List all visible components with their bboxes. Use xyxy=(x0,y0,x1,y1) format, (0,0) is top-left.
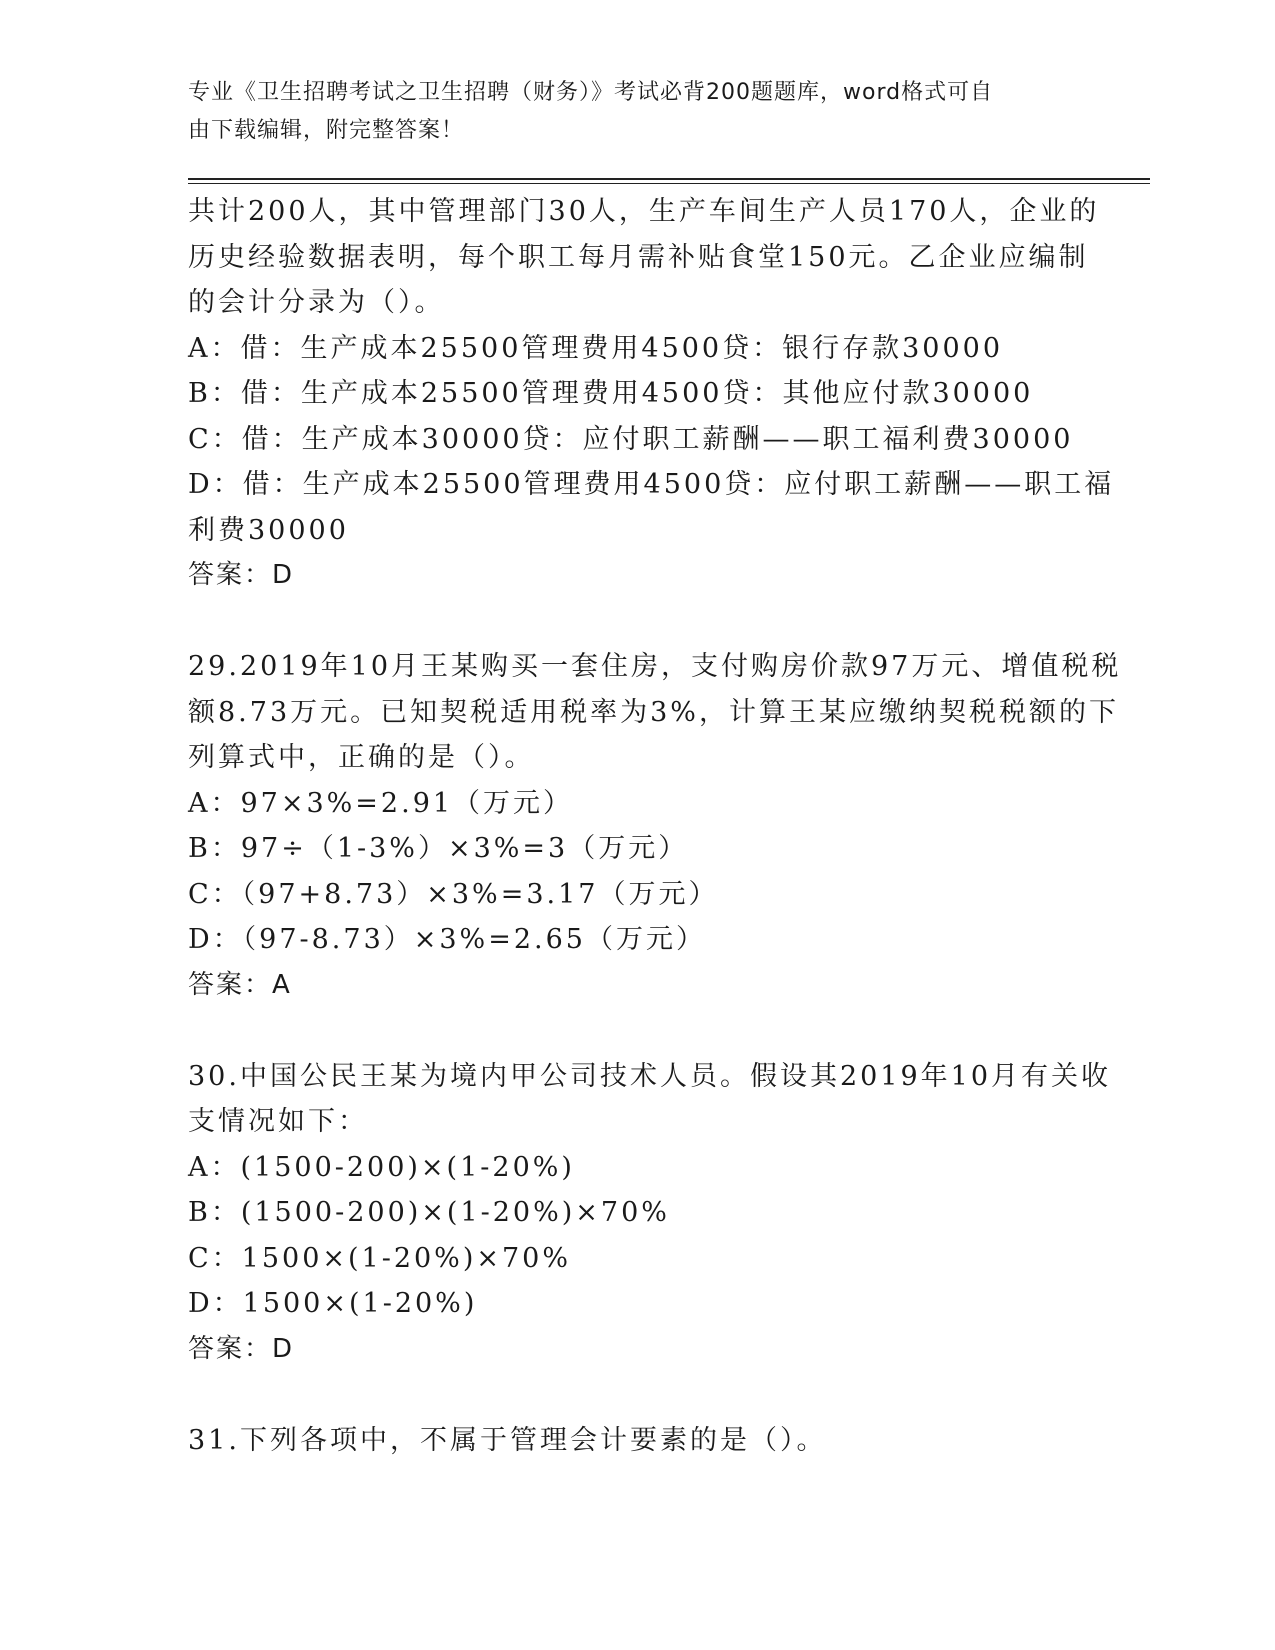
answer: 答案：D xyxy=(188,560,295,590)
header-divider-thin xyxy=(188,183,1150,184)
header-divider-thick xyxy=(188,178,1150,180)
option-c: C：借：生产成本30000贷：应付职工薪酬——职工福利费30000 xyxy=(188,423,1074,455)
question-30 xyxy=(188,1054,1112,1373)
option-d: D：借：生产成本25500管理费用4500贷：应付职工薪酬——职工福 xyxy=(188,469,1115,500)
option-d-continued: 利费30000 xyxy=(188,514,349,546)
document-header xyxy=(188,74,1068,150)
header-line-1: 专业《卫生招聘考试之卫生招聘（财务）》考试必背200题题库，word格式可自 xyxy=(188,80,994,105)
question-stem-line: 额8.73万元。已知契税适用税率为3%，计算王某应缴纳契税税额的下 xyxy=(188,696,1119,728)
answer: 答案：A xyxy=(188,969,292,1000)
question-stem-line: 31.下列各项中，不属于管理会计要素的是（）。 xyxy=(188,1424,827,1456)
question-28 xyxy=(188,189,1115,599)
option-a: A：(1500-200)×(1-20%) xyxy=(188,1151,575,1183)
question-29 xyxy=(188,644,1122,1008)
question-stem-line: 支情况如下： xyxy=(188,1106,368,1137)
option-b: B：97÷（1-3%）×3%=3（万元） xyxy=(188,833,689,864)
header-line-2: 由下载编辑，附完整答案！ xyxy=(188,118,465,143)
option-b: B：(1500-200)×(1-20%)×70% xyxy=(188,1197,670,1228)
question-stem-line: 历史经验数据表明，每个职工每月需补贴食堂150元。乙企业应编制 xyxy=(188,241,1089,273)
spacer xyxy=(188,1372,1088,1418)
option-a: A：借：生产成本25500管理费用4500贷：银行存款30000 xyxy=(188,332,1003,364)
question-stem-line: 的会计分录为（）。 xyxy=(188,287,445,318)
question-content xyxy=(188,189,1122,1463)
question-31 xyxy=(188,1418,1088,1464)
option-c: C：（97+8.73）×3%=3.17（万元） xyxy=(188,878,719,910)
question-stem-line: 共计200人，其中管理部门30人，生产车间生产人员170人，企业的 xyxy=(188,196,1100,227)
option-b: B：借：生产成本25500管理费用4500贷：其他应付款30000 xyxy=(188,378,1034,409)
question-stem-line: 30.中国公民王某为境内甲公司技术人员。假设其2019年10月有关收 xyxy=(188,1060,1112,1092)
question-stem-line: 29.2019年10月王某购买一套住房，支付购房价款97万元、增值税税 xyxy=(188,651,1122,682)
spacer xyxy=(188,599,1088,645)
option-a: A：97×3%=2.91（万元） xyxy=(188,787,574,819)
option-d: D：1500×(1-20%) xyxy=(188,1288,478,1319)
spacer xyxy=(188,1008,1088,1054)
option-c: C：1500×(1-20%)×70% xyxy=(188,1242,572,1274)
option-d: D：（97-8.73）×3%=2.65（万元） xyxy=(188,924,706,955)
question-stem-line: 列算式中，正确的是（）。 xyxy=(188,742,535,773)
answer: 答案：D xyxy=(188,1333,295,1364)
